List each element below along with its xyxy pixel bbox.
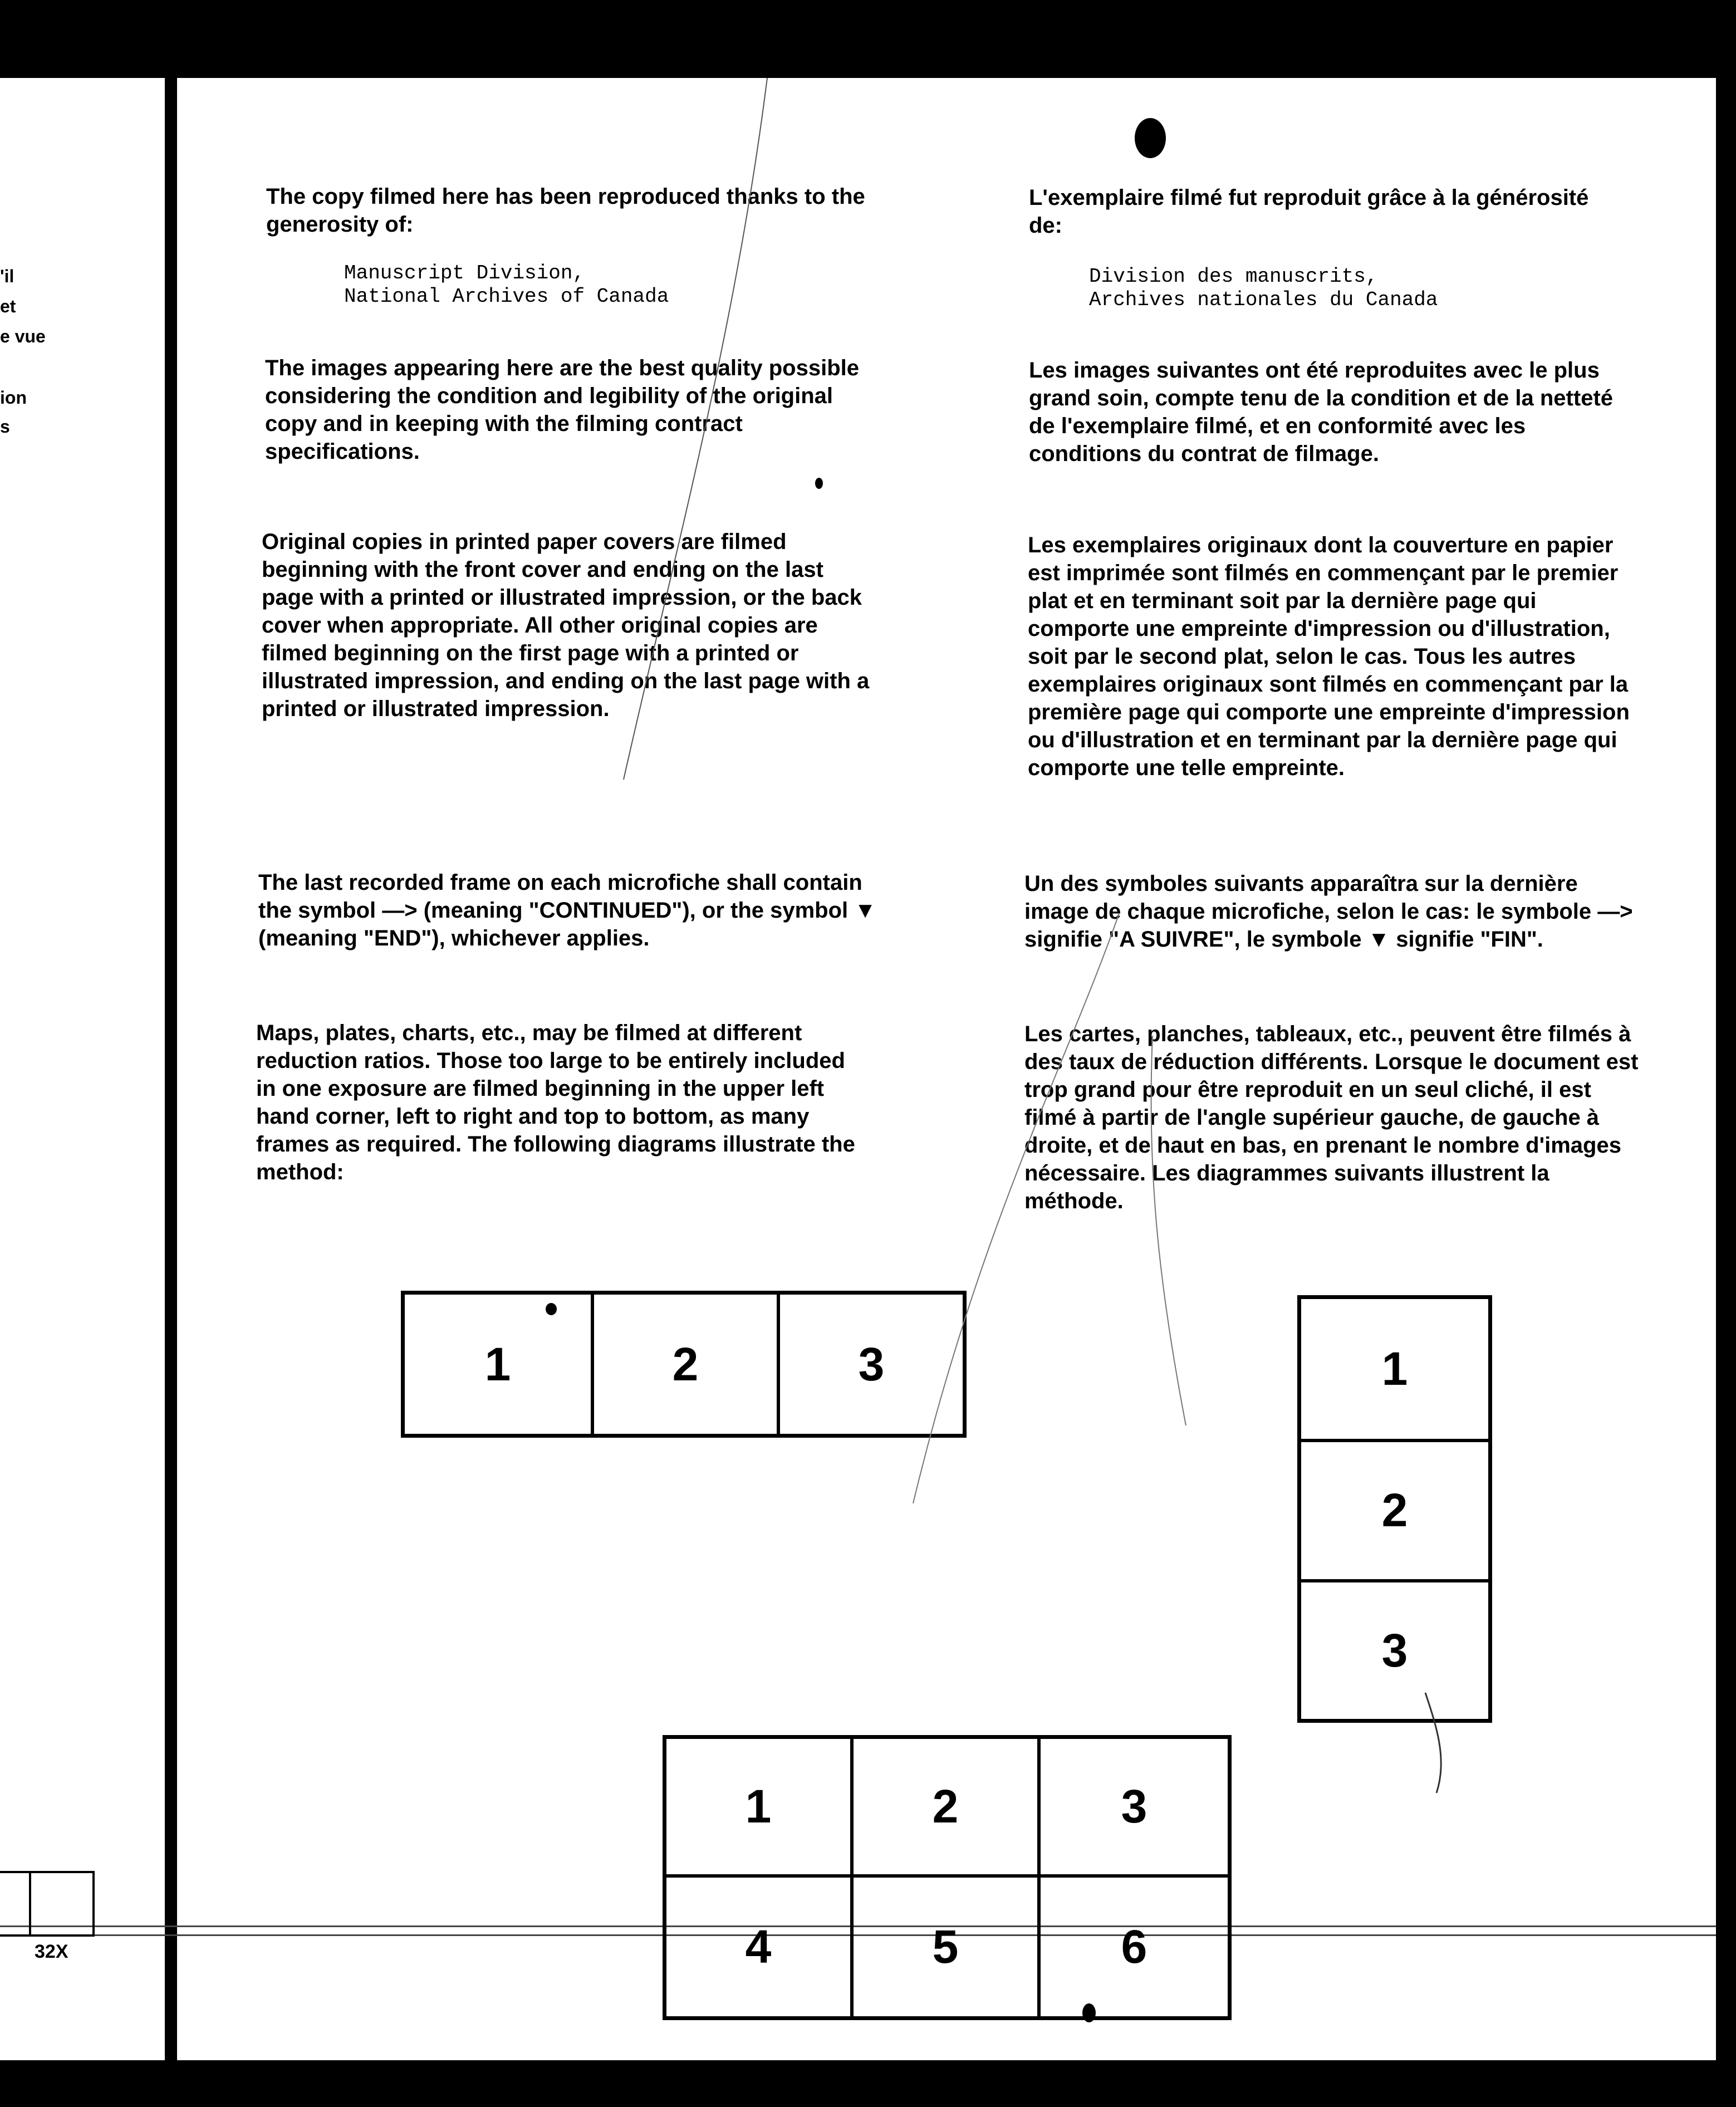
french-quality-text: Les images suivantes ont été reproduites avec le plus grand soin, compte tenu de la condition et de la netteté de l'exemplaire filmé, et en conformité avec les conditions du contrat de filmage.: [1029, 358, 1614, 466]
diagram-cell: 2: [591, 1295, 777, 1434]
english-covers-text: Original copies in printed paper covers are filmed beginning with the front cover and ending on the last page with a printed or illustrated impression, or the back cover when appropriate. All other original copies are filmed beginning on the first page with a printed or illustrated impression, and ending on the last page with a printed or illustrated impression.: [262, 530, 870, 721]
diagram-cell: 1: [484, 1337, 511, 1390]
diagram-cell: 1: [1381, 1342, 1408, 1395]
margin-fragment: s: [0, 416, 10, 437]
english-symbol-text: The last recorded frame on each microfiche shall contain the symbol —> (meaning "CONTINUED"), or the symbol ▼ (meaning "END"), whichever applies.: [258, 870, 876, 950]
margin-fragment: ion: [0, 388, 27, 408]
french-covers-text: Les exemplaires originaux dont la couverture en papier est imprimée sont filmés en commençant par le premier plat et en terminant soit par la dernière page qui comporte une empreinte d'impression ou d'illustration, soit par le second plat, selon le cas. Tous les autres exemplaires originaux sont filmés en commençant par la première page qui comporte une empreinte d'impression ou d'illustration et en terminant par la dernière page qui comporte une telle empreinte.: [1028, 533, 1630, 780]
english-address-line2: National Archives of Canada: [344, 285, 669, 308]
french-address-line2: Archives nationales du Canada: [1089, 288, 1438, 311]
diagram-cell: 4: [666, 1878, 854, 2016]
reduction-ratio-label: 32X: [35, 1941, 68, 1962]
french-credit-text: L'exemplaire filmé fut reproduit grâce à la générosité de:: [1029, 185, 1589, 238]
diagram-cell: 6: [1121, 1920, 1147, 1973]
french-maps-text: Les cartes, planches, tableaux, etc., peuvent être filmés à des taux de réduction différents. Lorsque le document est trop grand pour être reproduit en un seul cliché, il est filmé à partir de l'angle supérieur gauche, de gauche à droite, et de haut en bas, en prenant le nombre d'images nécessaire. Les diagrammes suivants illustrent la méthode.: [1024, 1022, 1639, 1213]
english-credit-text: The copy filmed here has been reproduced thanks to the generosity of:: [266, 184, 865, 237]
margin-fragment: et: [0, 296, 16, 316]
diagram-cell: 3: [777, 1295, 963, 1434]
margin-fragment: e vue: [0, 326, 46, 346]
margin-fragment: 'il: [0, 266, 14, 286]
diagram-cell: 3: [1041, 1739, 1228, 1878]
english-maps-text: Maps, plates, charts, etc., may be filmed at different reduction ratios. Those too large to be entirely included in one exposure are filmed beginning in the upper left hand corner, left to right and top to bottom, as many frames as required. The following diagrams illustrate the method:: [256, 1021, 855, 1184]
english-quality-text: The images appearing here are the best quality possible considering the condition and legibility of the original copy and in keeping with the filming contract specifications.: [265, 356, 859, 464]
diagram-cell: 2: [854, 1739, 1041, 1878]
french-address-line1: Division des manuscrits,: [1089, 265, 1378, 288]
diagram-cell: 2: [1301, 1439, 1488, 1579]
diagram-cell: 1: [666, 1739, 854, 1878]
diagram-cell: 5: [854, 1878, 1041, 2016]
french-symbol-text: Un des symboles suivants apparaîtra sur la dernière image de chaque microfiche, selon le cas: le symbole —> signifie "A SUIVRE", le symbole ▼ signifie "FIN".: [1024, 871, 1633, 952]
english-address-line1: Manuscript Division,: [344, 262, 585, 285]
diagram-cell: 3: [1301, 1579, 1488, 1719]
